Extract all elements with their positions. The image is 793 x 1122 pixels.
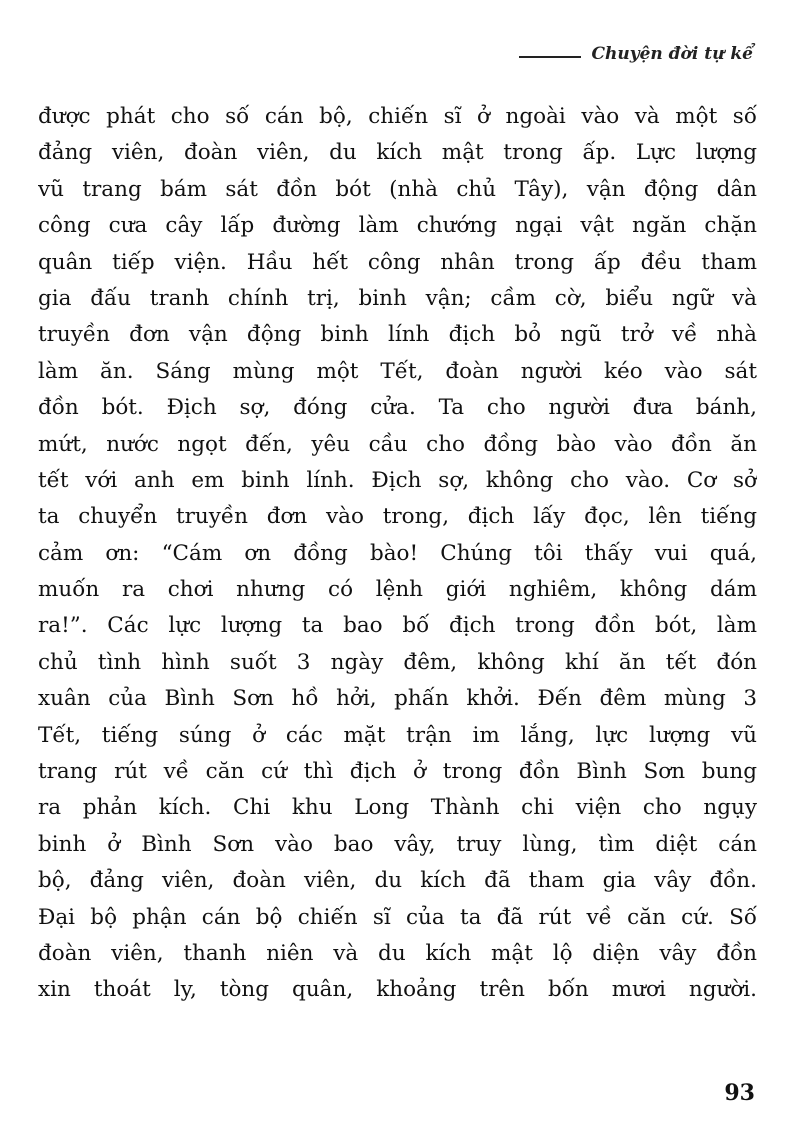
text-line: tết với anh em binh lính. Địch sợ, không cho vào. Cơ sở — [38, 467, 757, 493]
text-line: gia đấu tranh chính trị, binh vận; cầm cờ, biểu ngữ và — [38, 285, 757, 311]
text-line: đồn bót. Địch sợ, đóng cửa. Ta cho người đưa bánh, — [38, 395, 757, 421]
text-line: ra!”. Các lực lượng ta bao bố địch trong đồn bót, làm — [38, 613, 757, 639]
text-line: bộ, đảng viên, đoàn viên, du kích đã tham gia vây đồn. — [38, 868, 757, 894]
body-text — [38, 99, 757, 1009]
text-line: ra phản kích. Chi khu Long Thành chi viện cho ngụy — [38, 795, 757, 821]
text-line: công cưa cây lấp đường làm chướng ngại vật ngăn chặn — [38, 213, 757, 239]
text-line: truyền đơn vận động binh lính địch bỏ ngũ trở về nhà — [38, 322, 757, 348]
text-line: làm ăn. Sáng mùng một Tết, đoàn người kéo vào sát — [38, 358, 757, 384]
running-header — [519, 44, 753, 64]
text-line: quân tiếp viện. Hầu hết công nhân trong ấp đều tham — [38, 249, 757, 275]
text-line: Đại bộ phận cán bộ chiến sĩ của ta đã rút về căn cứ. Số — [38, 904, 757, 930]
text-line: được phát cho số cán bộ, chiến sĩ ở ngoài vào và một số — [38, 104, 757, 129]
text-line: trang rút về căn cứ thì địch ở trong đồn Bình Sơn bung — [38, 759, 757, 785]
text-line: đảng viên, đoàn viên, du kích mật trong ấp. Lực lượng — [38, 140, 757, 166]
text-line: đoàn viên, thanh niên và du kích mật lộ diện vây đồn — [38, 940, 757, 966]
text-line: cảm ơn: “Cám ơn đồng bào! Chúng tôi thấy vui quá, — [38, 540, 757, 566]
text-line: vũ trang bám sát đồn bót (nhà chủ Tây), vận động dân — [38, 176, 757, 202]
text-line: xuân của Bình Sơn hồ hởi, phấn khởi. Đến đêm mùng 3 — [38, 686, 757, 712]
text-line: mứt, nước ngọt đến, yêu cầu cho đồng bào vào đồn ăn — [38, 431, 757, 457]
text-line: ta chuyển truyền đơn vào trong, địch lấy đọc, lên tiếng — [38, 504, 757, 530]
text-line: chủ tình hình suốt 3 ngày đêm, không khí ăn tết đón — [38, 649, 757, 675]
text-line: Tết, tiếng súng ở các mặt trận im lắng, lực lượng vũ — [38, 722, 757, 748]
header-rule — [519, 56, 581, 58]
page-number: 93 — [724, 1080, 755, 1106]
text-line: xin thoát ly, tòng quân, khoảng trên bốn mươi người. — [38, 977, 757, 1003]
running-header-title: Chuyện đời tự kể — [591, 44, 753, 64]
text-line: binh ở Bình Sơn vào bao vây, truy lùng, tìm diệt cán — [38, 831, 757, 857]
text-line: muốn ra chơi nhưng có lệnh giới nghiêm, không dám — [38, 577, 757, 603]
